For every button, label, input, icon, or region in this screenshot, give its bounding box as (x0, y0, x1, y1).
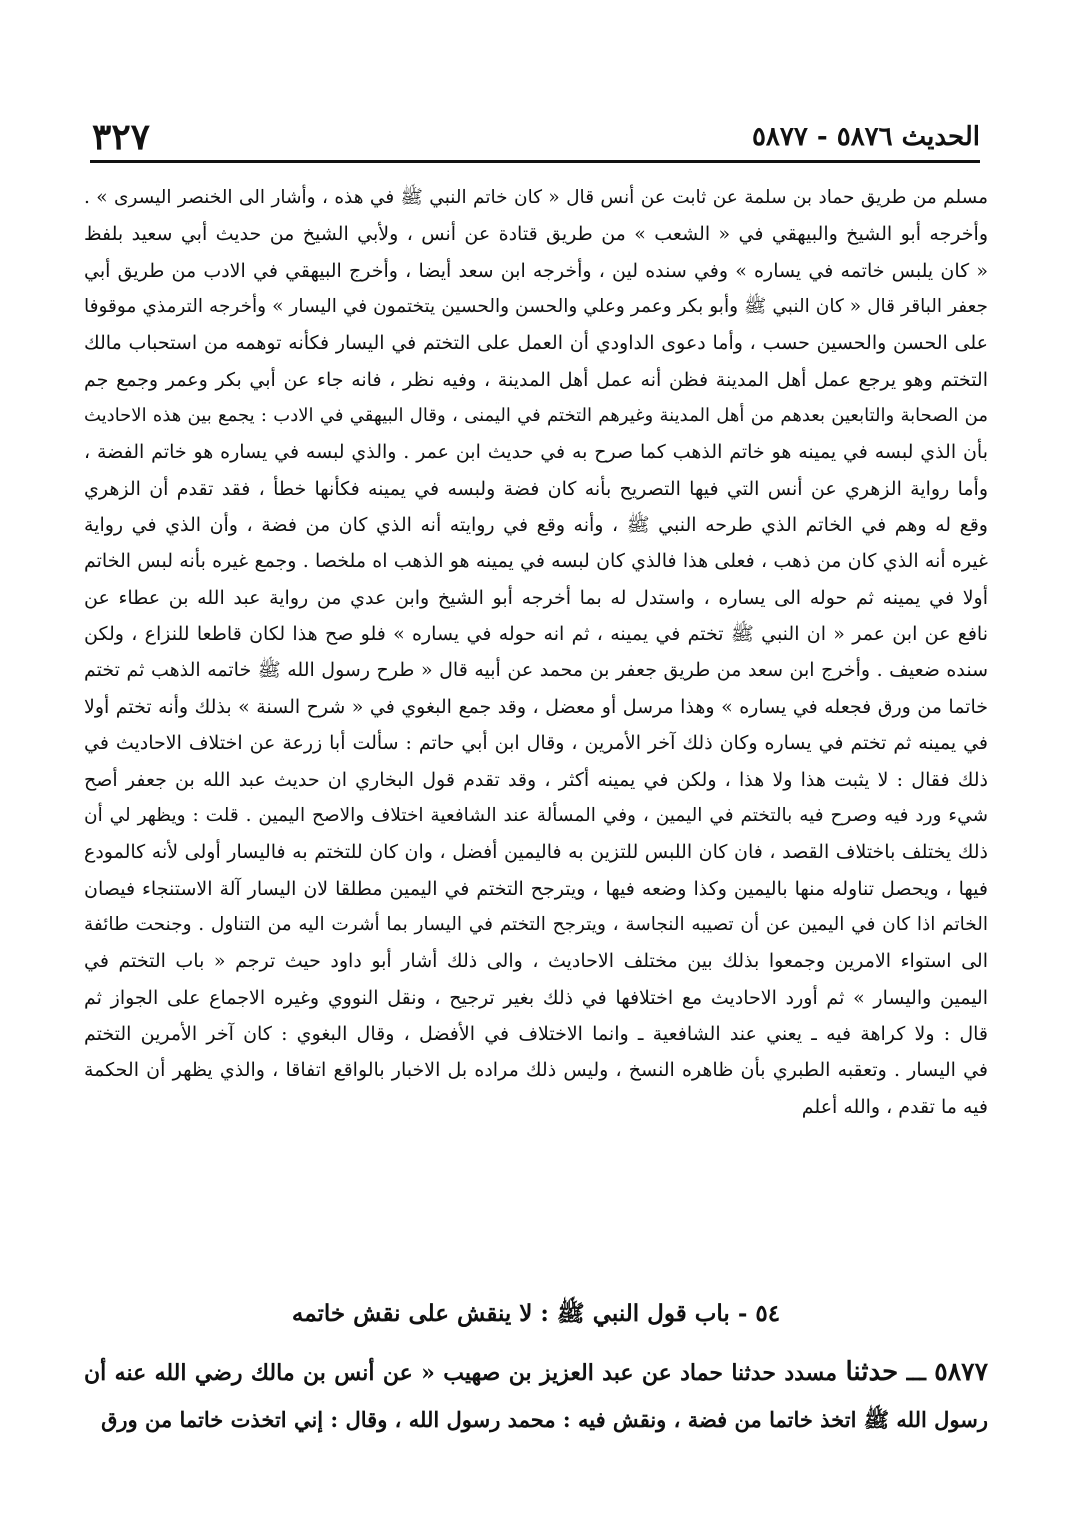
commentary-line: « كان يلبس خاتمه في يساره » وفي سنده لين ، وأخرجه ابن سعد أيضا ، وأخرج البيهقي في الادب من طريق أبي (84, 259, 988, 282)
running-title: الحديث ٥٨٧٦ - ٥٨٧٧ (751, 122, 980, 152)
commentary-line: خاتما من ورق فجعله في يساره » وهذا مرسل أو معضل ، وقد جمع البغوي في « شرح السنة » بذلك وأنه تختم أولا (84, 695, 988, 718)
commentary-line: في اليسار . وتعقبه الطبري بأن ظاهره النسخ ، وليس ذلك مراده بل الاخبار بالواقع اتفاقا ، والذي يظهر أن الحكمة (84, 1059, 988, 1082)
commentary-text (84, 180, 988, 1125)
commentary-line: ذلك يختلف باختلاف القصد ، فان كان اللبس للتزين به فاليمين أفضل ، وان كان للتختم به فاليسار أولى لأنه كالمودع (84, 841, 988, 864)
commentary-line: التختم وهو يرجع عمل أهل المدينة فظن أنه عمل أهل المدينة ، وفيه نظر ، فانه جاء عن أبي بكر وعمر وجمع جم (84, 368, 988, 391)
commentary-line: شيء ورد فيه وصرح فيه بالتختم في اليمين ، وفي المسألة عند الشافعية اختلاف والاصح اليمين . قلت : ويظهر لي أن (84, 804, 988, 826)
chapter-heading: ٥٤ - باب قول النبي ﷺ : لا ينقش على نقش خاتمه (291, 1300, 781, 1327)
commentary-line: قال : ولا كراهة فيه ـ يعني عند الشافعية ـ وانما الاختلاف في الأفضل ، وقال البغوي : كان آخر الأمرين التختم (84, 1022, 988, 1045)
hadith-number: ٥٨٧٧ (934, 1357, 988, 1386)
commentary-line: غيره أنه الذي كان من ذهب ، فعلى هذا فالذي كان لبسه في يمينه هو الذهب اه ملخصا . وجمع غيره بأنه لبس الخاتم (84, 550, 988, 573)
commentary-line: وأخرجه أبو الشيخ والبيهقي في « الشعب » من طريق قتادة عن أنس ، ولأبي الشيخ من حديث أبي سعيد بلفظ (84, 223, 988, 246)
commentary-line: من الصحابة والتابعين بعدهم من أهل المدينة وغيرهم التختم في اليمنى ، وقال البيهقي في الادب : يجمع بين هذه الاحاديث (84, 405, 988, 427)
commentary-line: نافع عن ابن عمر « ان النبي ﷺ تختم في يمينه ، ثم انه حوله في يساره » فلو صح هذا لكان قاطعا للنزاع ، ولكن (84, 623, 988, 646)
commentary-line: جعفر الباقر قال « كان النبي ﷺ وأبو بكر وعمر وعلي والحسن والحسين يتختمون في اليسار » وأخرجه الترمذي موقوفا (84, 296, 988, 318)
commentary-line: بأن الذي لبسه في يمينه هو خاتم الذهب كما صرح به في حديث ابن عمر . والذي لبسه في يساره هو خاتم الفضة ، (84, 441, 988, 464)
hadith-block (84, 1348, 988, 1444)
commentary-line: في يمينه ثم تختم في يساره وكان ذلك آخر الأمرين ، وقال ابن أبي حاتم : سألت أبا زرعة عن اختلاف الاحاديث في (84, 732, 988, 755)
hadith-text-line-1: مسدد حدثنا حماد عن عبد العزيز بن صهيب « عن أنس بن مالك رضي الله عنه أن (84, 1360, 846, 1386)
narration-mark: حدثنا (845, 1357, 899, 1387)
commentary-line: الخاتم اذا كان في اليمين عن أن تصيبه النجاسة ، ويترجح التختم في اليسار بما أشرت اليه من التناول . وجنحت طائفة (84, 913, 988, 935)
commentary-line: على الحسن والحسين حسب ، وأما دعوى الداودي أن العمل على التختم في اليسار فكأنه توهمه من استحباب مالك (84, 332, 988, 355)
commentary-line: فيه ما تقدم ، والله أعلم (801, 1095, 988, 1118)
hadith-text-line-2: رسول الله ﷺ اتخذ خاتما من فضة ، ونقش فيه : محمد رسول الله ، وقال : إني اتخذت خاتما من ورق (101, 1407, 988, 1432)
commentary-line: فيها ، ويحصل تناوله منها باليمين وكذا وضعه فيها ، ويترجح التختم في اليمين مطلقا لان اليسار آلة الاستنجاء فيصان (84, 877, 988, 900)
commentary-line: وقع له وهم في الخاتم الذي طرحه النبي ﷺ ، وأنه وقع في روايته أنه الذي كان من فضة ، وأن الذي في رواية (84, 514, 988, 537)
hadith-line (84, 1348, 988, 1396)
commentary-line: سنده ضعيف . وأخرج ابن سعد من طريق جعفر بن محمد عن أبيه قال « طرح رسول الله ﷺ خاتمه الذهب ثم تختم (84, 659, 988, 682)
commentary-line: مسلم من طريق حماد بن سلمة عن ثابت عن أنس قال « كان خاتم النبي ﷺ في هذه ، وأشار الى الخنصر اليسرى » . (84, 187, 988, 208)
commentary-line: الى استواء الامرين وجمعوا بذلك بين مختلف الاحاديث ، والى ذلك أشار أبو داود حيث ترجم « باب التختم في (84, 950, 988, 973)
page-header (90, 118, 980, 163)
commentary-line: وأما رواية الزهري عن أنس التي فيها التصريح بأنه كان فضة ولبسه في يمينه فكأنها خطأ ، فقد تقدم أن الزهري (84, 477, 988, 500)
page-number: ٣٢٧ (92, 116, 151, 158)
hadith-separator: ـــ (898, 1360, 935, 1386)
commentary-line: أولا في يمينه ثم حوله الى يساره ، واستدل له بما أخرجه أبو الشيخ وابن عدي من رواية عبد الله بن عطاء عن (84, 586, 988, 609)
commentary-line: ذلك فقال : لا يثبت هذا ولا هذا ، ولكن في يمينه أكثر ، وقد تقدم قول البخاري ان حديث عبد الله بن جعفر أصح (84, 768, 988, 791)
commentary-line: اليمين واليسار » ثم أورد الاحاديث مع اختلافها في ذلك بغير ترجيح ، ونقل النووي وغيره الاجماع على الجواز ثم (84, 986, 988, 1009)
